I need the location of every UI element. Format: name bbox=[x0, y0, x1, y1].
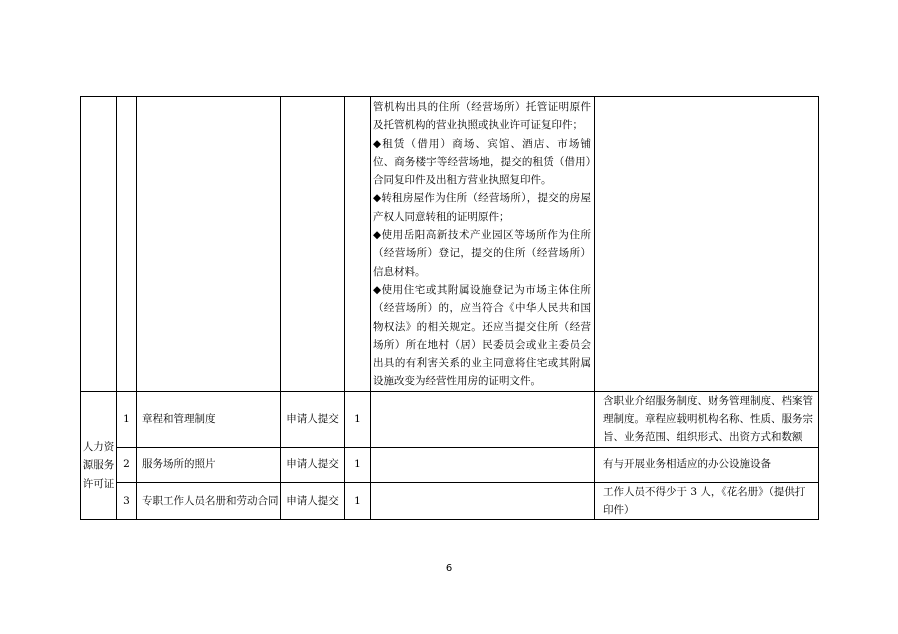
material-name: 服务场所的照片 bbox=[137, 447, 281, 482]
requirement-para: ◆使用岳阳高新技术产业园区等场所作为住所（经营场所）登记，提交的住所（经营场所）信息材料。 bbox=[373, 229, 591, 278]
count-cell-empty bbox=[345, 97, 371, 392]
requirement-para: ◆使用住宅或其附属设施登记为市场主体住所（经营场所）的，应当符合《中华人民共和国物权法》的相关规定。还应当提交住所（经营场所）所在地村（居）民委员会或业主委员会出具的有利害关系的业主同意将住宅或其附属设施改变为经营性用房的证明文件。 bbox=[373, 283, 591, 388]
material-count: 1 bbox=[345, 482, 371, 520]
material-note: 有与开展业务相适应的办公设施设备 bbox=[595, 447, 819, 482]
material-name: 章程和管理制度 bbox=[137, 391, 281, 447]
material-requirement bbox=[371, 447, 595, 482]
requirement-cell bbox=[371, 97, 595, 392]
material-requirement bbox=[371, 482, 595, 520]
page-number: 6 bbox=[445, 563, 453, 574]
requirement-para: ◆租赁（借用）商场、宾馆、酒店、市场铺位、商务楼宇等经营场地，提交的租赁（借用）合同复印件及出租方营业执照复印件。 bbox=[373, 137, 591, 187]
material-source: 申请人提交 bbox=[281, 391, 345, 447]
material-note: 工作人员不得少于 3 人，《花名册》（提供打印件） bbox=[595, 482, 819, 520]
material-count: 1 bbox=[345, 447, 371, 482]
row-number: 2 bbox=[117, 447, 137, 482]
materials-table bbox=[80, 96, 819, 520]
requirement-para: 管机构出具的住所（经营场所）托管证明原件及托管机构的营业执照或执业许可证复印件； bbox=[373, 101, 591, 132]
row-number: 3 bbox=[117, 482, 137, 520]
no-cell-empty bbox=[117, 97, 137, 392]
material-source: 申请人提交 bbox=[281, 447, 345, 482]
material-name: 专职工作人员名册和劳动合同 bbox=[137, 482, 281, 520]
row-number: 1 bbox=[117, 391, 137, 447]
requirement-para: ◆转租房屋作为住所（经营场所），提交的房屋产权人同意转租的证明原件； bbox=[373, 192, 591, 223]
note-cell-empty bbox=[595, 97, 819, 392]
name-cell-empty bbox=[137, 97, 281, 392]
table-row-continued bbox=[81, 97, 819, 392]
source-cell-empty bbox=[281, 97, 345, 392]
category-label: 人力资源服务许可证 bbox=[82, 441, 115, 490]
table-row bbox=[81, 482, 819, 520]
material-note: 含职业介绍服务制度、财务管理制度、档案管理制度。章程应载明机构名称、性质、服务宗旨、业务范围、组织形式、出资方式和数额 bbox=[595, 391, 819, 447]
table-row bbox=[81, 447, 819, 482]
table-row bbox=[81, 391, 819, 447]
material-source: 申请人提交 bbox=[281, 482, 345, 520]
category-cell-empty bbox=[81, 97, 117, 392]
material-requirement bbox=[371, 391, 595, 447]
category-cell bbox=[81, 391, 117, 519]
material-count: 1 bbox=[345, 391, 371, 447]
